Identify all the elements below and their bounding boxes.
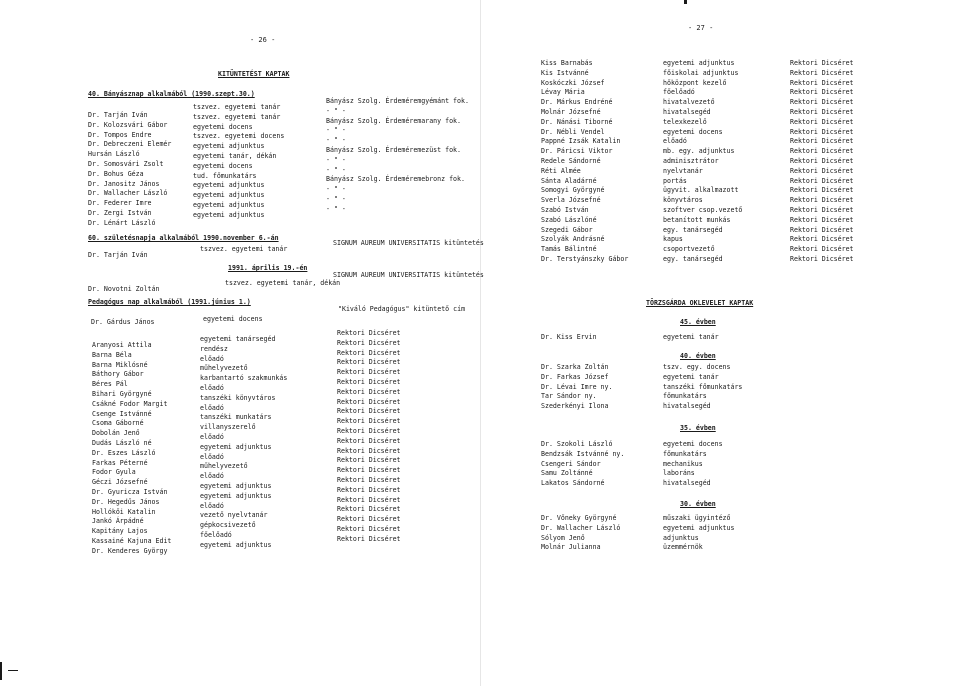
- list-item: Rektori Dicséret: [790, 215, 854, 224]
- list-item: Dr. Somosvári Zsolt: [88, 159, 164, 168]
- list-item: Rektori Dicséret: [337, 524, 401, 533]
- list-item: Csengeri Sándor: [541, 459, 601, 468]
- list-item: Rektori Dicséret: [337, 446, 401, 455]
- novotni-position: tszvez. egyetemi tanár, dékán: [225, 279, 341, 287]
- list-item: - " -: [326, 126, 346, 135]
- list-item: Rektori Dicséret: [337, 534, 401, 543]
- list-item: Rektori Dicséret: [790, 186, 854, 195]
- list-item: Dr. Tarján Iván: [88, 111, 148, 119]
- list-item: hivatalsegéd: [663, 479, 711, 488]
- scan-mark-top: [684, 0, 687, 4]
- list-item: adminisztrátor: [663, 156, 719, 165]
- list-item: hőközpont kezelő: [663, 78, 727, 87]
- list-item: egyetemi adjunktus: [193, 181, 265, 190]
- list-item: főelőadó: [663, 88, 695, 97]
- list-item: telexkezelő: [663, 117, 707, 126]
- list-item: Rektori Dicséret: [337, 505, 401, 514]
- list-item: Rektori Dicséret: [790, 245, 854, 254]
- novotni-award: SIGNUM AUREUM UNIVERSITATIS kitüntetés: [333, 271, 484, 279]
- list-item: Rektori Dicséret: [790, 196, 854, 205]
- list-item: kapus: [663, 235, 683, 244]
- list-item: Sánta Aladárné: [541, 176, 597, 185]
- list-item: előadó: [200, 472, 224, 481]
- list-item: Rektori Dicséret: [337, 368, 401, 377]
- list-item: Dr. Federer Imre: [88, 199, 152, 208]
- y45-position: egyetemi tanár: [663, 333, 719, 341]
- section-40-awards: [326, 98, 469, 216]
- list-item: főmunkatárs: [663, 392, 707, 401]
- list-item: Molnár Józsefné: [541, 107, 601, 116]
- list-item: egyetemi tanársegéd: [200, 335, 276, 343]
- y30-positions: [663, 515, 734, 554]
- list-item: Rektori Dicséret: [337, 329, 401, 337]
- list-item: üzemmérnök: [663, 543, 703, 552]
- list-item: tszv. egy. docens: [663, 363, 731, 371]
- list-item: Dr. Szokoli László: [541, 440, 613, 448]
- list-item: - " -: [326, 204, 346, 213]
- list-item: Rektori Dicséret: [337, 426, 401, 435]
- list-item: Rektori Dicséret: [337, 485, 401, 494]
- list-item: Rektori Dicséret: [337, 377, 401, 386]
- list-item: Dr. Nébli Vendel: [541, 127, 605, 136]
- date-2: 1991. április 19.-én: [228, 264, 308, 272]
- list-item: Rektori Dicséret: [337, 387, 401, 396]
- list-item: egyetemi adjunktus: [200, 491, 272, 500]
- list-item: Csenge Istvánné: [92, 409, 152, 418]
- list-item: Dr. Lénárt László: [88, 218, 156, 227]
- list-item: Dr. Zergi István: [88, 208, 152, 217]
- list-item: Rektori Dicséret: [790, 59, 854, 67]
- list-item: Rektori Dicséret: [337, 515, 401, 524]
- list-item: Sverla Józsefné: [541, 196, 601, 205]
- list-item: mb. egy. adjunktus: [663, 147, 735, 156]
- list-item: Szolyák Andrásné: [541, 235, 605, 244]
- list-item: Fodor Gyula: [92, 468, 136, 477]
- list-item: Rektori Dicséret: [337, 397, 401, 406]
- list-item: Dr. Bohus Géza: [88, 169, 144, 178]
- list-item: Rektori Dicséret: [790, 225, 854, 234]
- list-item: Rektori Dicséret: [337, 466, 401, 475]
- list-item: ügyvit. alkalmazott: [663, 186, 739, 195]
- list-item: tud. főmunkatárs: [193, 171, 257, 180]
- list-item: Rektori Dicséret: [790, 235, 854, 244]
- list-item: Dr. Nánási Tiborné: [541, 117, 613, 126]
- year-40-label: 40. évben: [680, 352, 716, 360]
- list-item: Bihari Györgyné: [92, 389, 152, 398]
- y35-names: [541, 441, 624, 490]
- list-item: Barna Miklósné: [92, 360, 148, 369]
- list-item: Sólyom Jenő: [541, 533, 585, 542]
- list-item: Bányász Szolg. Érdeméremarany fok.: [326, 116, 461, 125]
- list-item: egyetemi adjunktus: [193, 142, 265, 151]
- top-awards: [790, 60, 854, 266]
- scan-mark-left: [0, 662, 2, 680]
- list-item: Szabó Lászlóné: [541, 215, 597, 224]
- list-item: villanyszerelő: [200, 423, 256, 432]
- list-item: tanszéki munkatárs: [200, 413, 272, 422]
- list-item: Rektori Dicséret: [790, 254, 854, 263]
- list-item: Dr. Vőneky Györgyné: [541, 514, 617, 522]
- list-item: Rektori Dicséret: [337, 358, 401, 367]
- scan-mark-left-bottom: [8, 670, 18, 671]
- birthday-award: SIGNUM AUREUM UNIVERSITATIS kitüntetés: [333, 239, 484, 247]
- list-item: egyetemi docens: [193, 161, 253, 170]
- list-item: Csoma Gáborné: [92, 419, 144, 428]
- list-item: Szederkényi Ilona: [541, 402, 609, 411]
- list-item: rendész: [200, 344, 228, 353]
- list-item: tszvez. egyetemi docens: [193, 132, 285, 141]
- list-item: egyetemi docens: [193, 122, 253, 131]
- list-item: egyetemi adjunktus: [200, 540, 272, 549]
- list-item: Rektori Dicséret: [337, 407, 401, 416]
- list-item: Rektori Dicséret: [790, 98, 854, 107]
- rector-positions: [200, 336, 287, 552]
- section-40-positions: [193, 104, 284, 222]
- year-30-label: 30. évben: [680, 500, 716, 508]
- top-positions: [663, 60, 742, 266]
- list-item: Dr. Márkus Endréné: [541, 98, 613, 107]
- list-item: műhelyvezető: [200, 462, 248, 471]
- list-item: Aranyosi Attila: [92, 341, 152, 349]
- list-item: egyetemi adjunktus: [200, 481, 272, 490]
- list-item: Rektori Dicséret: [337, 338, 401, 347]
- list-item: Lévay Mária: [541, 88, 585, 97]
- list-item: Géczi Józsefné: [92, 478, 148, 487]
- list-item: előadó: [200, 383, 224, 392]
- list-item: - " -: [326, 155, 346, 164]
- list-item: egy. tanársegéd: [663, 225, 723, 234]
- list-item: tanszéki könyvtáros: [200, 393, 276, 402]
- list-item: tszvez. egyetemi tanár: [193, 103, 281, 111]
- list-item: egyetemi adjunktus: [193, 200, 265, 209]
- y30-names: [541, 515, 620, 554]
- list-item: Dr. Debreczeni Elemér: [88, 140, 172, 149]
- list-item: Rektori Dicséret: [790, 176, 854, 185]
- list-item: Rektori Dicséret: [337, 495, 401, 504]
- list-item: laboráns: [663, 469, 695, 478]
- list-item: gépkocsivezető: [200, 521, 256, 530]
- list-item: Szegedi Gábor: [541, 225, 593, 234]
- list-item: mechanikus: [663, 459, 703, 468]
- list-item: Dr. Wallacher László: [541, 523, 621, 532]
- list-item: Rektori Dicséret: [790, 68, 854, 77]
- list-item: egyetemi adjunktus: [193, 191, 265, 200]
- pedagogue-award: "Kiváló Pedagógus" kitüntető cím: [338, 305, 466, 313]
- list-item: Bányász Szolg. Érdeméremebronz fok.: [326, 175, 465, 184]
- list-item: Béres Pál: [92, 380, 128, 389]
- list-item: Dr. Kolozsvári Gábor: [88, 120, 168, 129]
- list-item: Pappné Izsák Katalin: [541, 137, 621, 146]
- list-item: Dr. Farkas József: [541, 372, 609, 381]
- list-item: Rektori Dicséret: [790, 137, 854, 146]
- list-item: Rektori Dicséret: [790, 147, 854, 156]
- list-item: Koskóczki József: [541, 78, 605, 87]
- loyalty-heading: TÖRZSGÁRDA OKLEVELET KAPTAK: [646, 299, 754, 307]
- list-item: Rektori Dicséret: [790, 166, 854, 175]
- list-item: Rektori Dicséret: [790, 78, 854, 87]
- list-item: Rektori Dicséret: [790, 107, 854, 116]
- list-item: műszaki ügyintéző: [663, 514, 731, 522]
- list-item: Dr. Wallacher László: [88, 189, 168, 198]
- birthday-position: tszvez. egyetemi tanár: [200, 245, 288, 253]
- list-item: Dr. Páricsi Viktor: [541, 147, 613, 156]
- list-item: főmunkatárs: [663, 449, 707, 458]
- list-item: Tamás Bálintné: [541, 245, 597, 254]
- list-item: - " -: [326, 165, 346, 174]
- list-item: főelőadó: [200, 530, 232, 539]
- list-item: hivatalvezető: [663, 98, 715, 107]
- list-item: előadó: [200, 403, 224, 412]
- rector-names: [92, 342, 171, 558]
- list-item: Kassainé Kajuna Edit: [92, 536, 172, 545]
- list-item: Kis Istvánné: [541, 68, 589, 77]
- list-item: Dr. Eszes László: [92, 448, 156, 457]
- list-item: műhelyvezető: [200, 364, 248, 373]
- list-item: egy. tanársegéd: [663, 254, 723, 263]
- list-item: Lakatos Sándorné: [541, 479, 605, 488]
- list-item: Bányász Szolg. Érdeméremezüst fok.: [326, 145, 461, 154]
- list-item: Rektori Dicséret: [790, 205, 854, 214]
- list-item: egyetemi adjunktus: [193, 210, 265, 219]
- list-item: egyetemi tanár, dékán: [193, 151, 277, 160]
- section-40-heading: 40. Bányásznap alkalmából (1990.szept.30.): [88, 90, 255, 98]
- y35-positions: [663, 441, 723, 490]
- list-item: Dr. Gyuricza István: [92, 487, 168, 496]
- right-page-number: - 27 -: [688, 24, 714, 32]
- list-item: előadó: [200, 354, 224, 363]
- list-item: egyetemi adjunktus: [663, 59, 735, 67]
- list-item: Dobolán Jenő: [92, 429, 140, 438]
- list-item: portás: [663, 176, 687, 185]
- y40-positions: [663, 364, 742, 413]
- birthday-heading: 60. születésnapja alkalmából 1990.november 6.-án: [88, 234, 279, 242]
- list-item: Dr. Janositz János: [88, 179, 160, 188]
- list-item: Hursán László: [88, 150, 140, 159]
- list-item: Dr. Szarka Zoltán: [541, 363, 609, 371]
- list-item: egyetemi tanár: [663, 372, 719, 381]
- list-item: Dr. Lévai Imre ny.: [541, 382, 613, 391]
- page-divider: [480, 0, 481, 686]
- list-item: Bányász Szolg. Érdeméremgyémánt fok.: [326, 97, 469, 105]
- list-item: Redele Sándorné: [541, 156, 601, 165]
- list-item: Rektori Dicséret: [337, 436, 401, 445]
- pedagogue-position: egyetemi docens: [203, 315, 263, 323]
- top-names: [541, 60, 628, 266]
- list-item: tszvez. egyetemi tanár: [193, 112, 281, 121]
- list-item: Bendzsák Istvánné ny.: [541, 449, 625, 458]
- list-item: Szabó István: [541, 205, 589, 214]
- year-35-label: 35. évben: [680, 424, 716, 432]
- list-item: Réti Almée: [541, 166, 581, 175]
- list-item: Kiss Barnabás: [541, 59, 593, 67]
- list-item: egyetemi docens: [663, 440, 723, 448]
- list-item: Rektori Dicséret: [337, 417, 401, 426]
- list-item: Dr. Terstyánszky Gábor: [541, 254, 629, 263]
- list-item: Kapitány Lajos: [92, 527, 148, 536]
- pedagogue-name: Dr. Gárdus János: [91, 318, 155, 326]
- rector-awards: [337, 330, 401, 546]
- list-item: Dr. Hegedűs János: [92, 497, 160, 506]
- list-item: hivatalsegéd: [663, 107, 711, 116]
- list-item: - " -: [326, 185, 346, 194]
- left-page-title: KITÜNTETÉST KAPTAK: [218, 70, 290, 78]
- birthday-name: Dr. Tarján Iván: [88, 251, 148, 259]
- list-item: Báthory Gábor: [92, 370, 144, 379]
- list-item: Tar Sándor ny.: [541, 392, 597, 401]
- list-item: betanított munkás: [663, 215, 731, 224]
- list-item: szoftver csop.vezető: [663, 205, 743, 214]
- list-item: Rektori Dicséret: [790, 117, 854, 126]
- list-item: csoportvezető: [663, 245, 715, 254]
- list-item: Somogyi Györgyné: [541, 186, 605, 195]
- list-item: Rektori Dicséret: [337, 475, 401, 484]
- y40-names: [541, 364, 612, 413]
- list-item: - " -: [326, 194, 346, 203]
- list-item: nyelvtanár: [663, 166, 703, 175]
- list-item: Hollókői Katalin: [92, 507, 156, 516]
- list-item: előadó: [200, 501, 224, 510]
- list-item: Farkas Péterné: [92, 458, 148, 467]
- list-item: - " -: [326, 136, 346, 145]
- list-item: Rektori Dicséret: [790, 127, 854, 136]
- list-item: Samu Zoltánné: [541, 469, 593, 478]
- y45-name: Dr. Kiss Ervin: [541, 333, 597, 341]
- list-item: Dr. Tompos Endre: [88, 130, 152, 139]
- list-item: vezető nyelvtanár: [200, 511, 268, 520]
- list-item: Rektori Dicséret: [790, 156, 854, 165]
- pedagogue-heading: Pedagógus nap alkalmából (1991.június 1.): [88, 298, 251, 306]
- section-40-names: [88, 112, 171, 230]
- list-item: könyvtáros: [663, 196, 703, 205]
- list-item: karbantartó szakmunkás: [200, 374, 288, 383]
- list-item: Barna Béla: [92, 350, 132, 359]
- list-item: egyetemi docens: [663, 127, 723, 136]
- list-item: Dudás László né: [92, 438, 152, 447]
- list-item: Dr. Kenderes György: [92, 546, 168, 555]
- novotni-name: Dr. Novotni Zoltán: [88, 285, 160, 293]
- list-item: előadó: [200, 432, 224, 441]
- left-page-number: - 26 -: [250, 36, 276, 44]
- list-item: hivatalsegéd: [663, 402, 711, 411]
- list-item: - " -: [326, 106, 346, 115]
- list-item: Rektori Dicséret: [790, 88, 854, 97]
- list-item: Csákné Fodor Margit: [92, 399, 168, 408]
- list-item: egyetemi adjunktus: [663, 523, 735, 532]
- list-item: előadó: [200, 452, 224, 461]
- year-45-label: 45. évben: [680, 318, 716, 326]
- list-item: adjunktus: [663, 533, 699, 542]
- list-item: előadó: [663, 137, 687, 146]
- list-item: egyetemi adjunktus: [200, 442, 272, 451]
- list-item: tanszéki főmunkatárs: [663, 382, 743, 391]
- list-item: Rektori Dicséret: [337, 456, 401, 465]
- list-item: főiskolai adjunktus: [663, 68, 739, 77]
- list-item: Molnár Julianna: [541, 543, 601, 552]
- list-item: Rektori Dicséret: [337, 348, 401, 357]
- list-item: Jankó Árpádné: [92, 517, 144, 526]
